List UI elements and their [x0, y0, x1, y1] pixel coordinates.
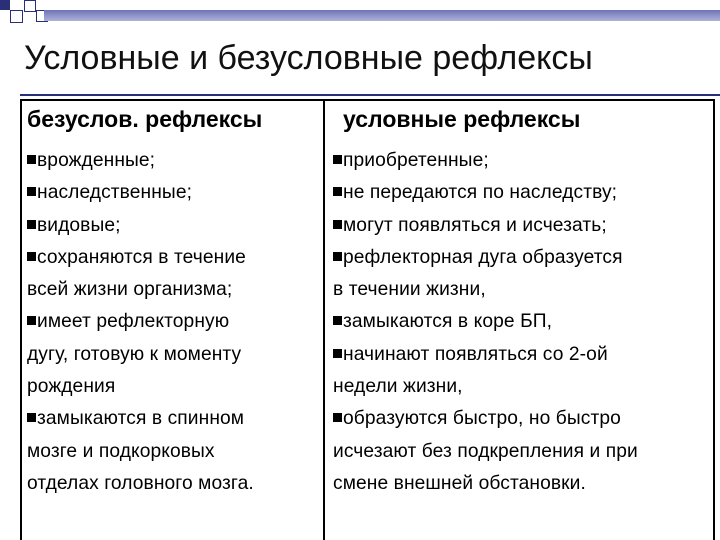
list-item-text: сохраняются в течение всей жизни организма;	[27, 246, 246, 301]
slide-title: Условные и безусловные рефлексы	[24, 39, 593, 77]
list-item	[333, 177, 715, 209]
column-divider	[323, 99, 325, 540]
list-item	[333, 242, 715, 307]
list-item-text: замыкаются в коре БП,	[343, 311, 553, 333]
bullet-square-icon	[333, 413, 342, 422]
unconditioned-reflexes-column	[27, 99, 321, 500]
corner-square-outline-icon	[10, 10, 23, 23]
bullet-square-icon	[27, 187, 36, 196]
list-item	[333, 403, 715, 500]
list-item-text: не передаются по наследству;	[343, 182, 618, 204]
list-item	[333, 145, 715, 177]
bullet-square-icon	[27, 413, 36, 422]
list-item-text: рефлекторная дуга образуется в течении жизни,	[333, 246, 623, 301]
bullet-square-icon	[333, 220, 342, 229]
corner-square-outline-icon	[24, 0, 36, 12]
list-item	[27, 403, 321, 500]
corner-square-filled-icon	[0, 0, 10, 10]
list-item	[333, 339, 715, 404]
bullet-square-icon	[333, 187, 342, 196]
list-item-text: образуются быстро, но быстро исчезают без подкрепления и при смене внешней обстановки.	[333, 408, 638, 494]
bullet-square-icon	[333, 252, 342, 261]
property-list	[333, 145, 715, 500]
bullet-square-icon	[27, 155, 36, 164]
list-item-text: замыкаются в спинном мозге и подкорковых отделах головного мозга.	[27, 408, 254, 494]
bullet-square-icon	[27, 220, 36, 229]
bullet-square-icon	[27, 316, 36, 325]
list-item	[27, 177, 321, 209]
property-list	[27, 145, 321, 500]
list-item-text: наследственные;	[37, 182, 193, 204]
title-decoration-bar	[44, 10, 720, 21]
list-item-text: врожденные;	[37, 150, 156, 171]
list-item-text: начинают появляться со 2-ой недели жизни,	[333, 343, 608, 398]
list-item-text: приобретенные;	[343, 150, 489, 171]
bullet-square-icon	[27, 252, 36, 261]
conditioned-reflexes-column	[333, 99, 715, 500]
bullet-square-icon	[333, 316, 342, 325]
list-item	[333, 210, 715, 242]
column-header: условные рефлексы	[343, 106, 581, 132]
list-item	[27, 145, 321, 177]
bullet-square-icon	[333, 349, 342, 358]
list-item	[27, 242, 321, 307]
list-item	[27, 210, 321, 242]
list-item	[333, 306, 715, 338]
list-item-text: видовые;	[37, 214, 121, 236]
column-header: безуслов. рефлексы	[27, 106, 263, 132]
list-item-text: имеет рефлекторную дугу, готовую к моменту рождения	[27, 311, 242, 398]
title-underline	[20, 94, 720, 96]
list-item	[27, 306, 321, 403]
list-item-text: могут появляться и исчезать;	[343, 214, 607, 236]
bullet-square-icon	[333, 155, 342, 164]
